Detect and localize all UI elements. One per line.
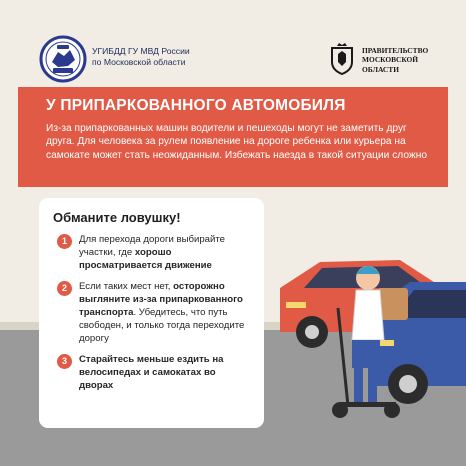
org-right-line3: ОБЛАСТИ bbox=[362, 64, 399, 74]
tip-item-2 bbox=[53, 281, 252, 345]
tip-text bbox=[79, 281, 252, 345]
banner-text: Из-за припаркованных машин водители и пешеходы могут не заметить друг друга. Для человека за рулем появление на дороге ребенка или курьера на самокате может стать неожиданным. Избежать наезда в такой ситуации сложно bbox=[46, 123, 427, 161]
header bbox=[0, 0, 466, 84]
org-right-line1: ПРАВИТЕЛЬСТВО bbox=[362, 46, 429, 55]
org-name-right bbox=[362, 46, 452, 74]
org-left-line1: УГИБДД ГУ МВД России bbox=[92, 46, 190, 56]
tip-text-bold: Старайтесь меньше ездить на велосипедах и самокатах во дворах bbox=[79, 354, 224, 391]
org-right-line2: МОСКОВСКОЙ bbox=[362, 55, 419, 65]
tip-text bbox=[79, 234, 252, 272]
tips-card bbox=[39, 198, 264, 428]
tip-text-bold: хорошо просматривается движение bbox=[79, 246, 212, 271]
org-name-left bbox=[92, 46, 232, 68]
tip-item-1 bbox=[53, 234, 252, 272]
card-title: Обманите ловушку! bbox=[53, 210, 181, 225]
moscow-region-coat-of-arms-icon bbox=[328, 42, 356, 76]
tip-number-badge: 3 bbox=[57, 354, 72, 369]
info-banner bbox=[18, 87, 448, 187]
tip-text-plain: Для перехода дороги выбирайте участки, где bbox=[79, 234, 225, 258]
tip-text-tail: . Убедитесь, что путь свободен, и только тогда переходите дорогу bbox=[79, 306, 245, 344]
tip-number-badge: 2 bbox=[57, 281, 72, 296]
banner-title: У ПРИПАРКОВАННОГО АВТОМОБИЛЯ bbox=[46, 97, 346, 114]
tip-text-bold: осторожно выгляните из-за припаркованного транспорта bbox=[79, 281, 243, 318]
tip-text-plain: Если таких мест нет, bbox=[79, 281, 174, 293]
tip-item-3 bbox=[53, 354, 252, 392]
org-left-line2: по Московской области bbox=[92, 57, 186, 67]
police-emblem-icon bbox=[38, 34, 88, 84]
tip-text bbox=[79, 354, 252, 392]
tip-number-badge: 1 bbox=[57, 234, 72, 249]
